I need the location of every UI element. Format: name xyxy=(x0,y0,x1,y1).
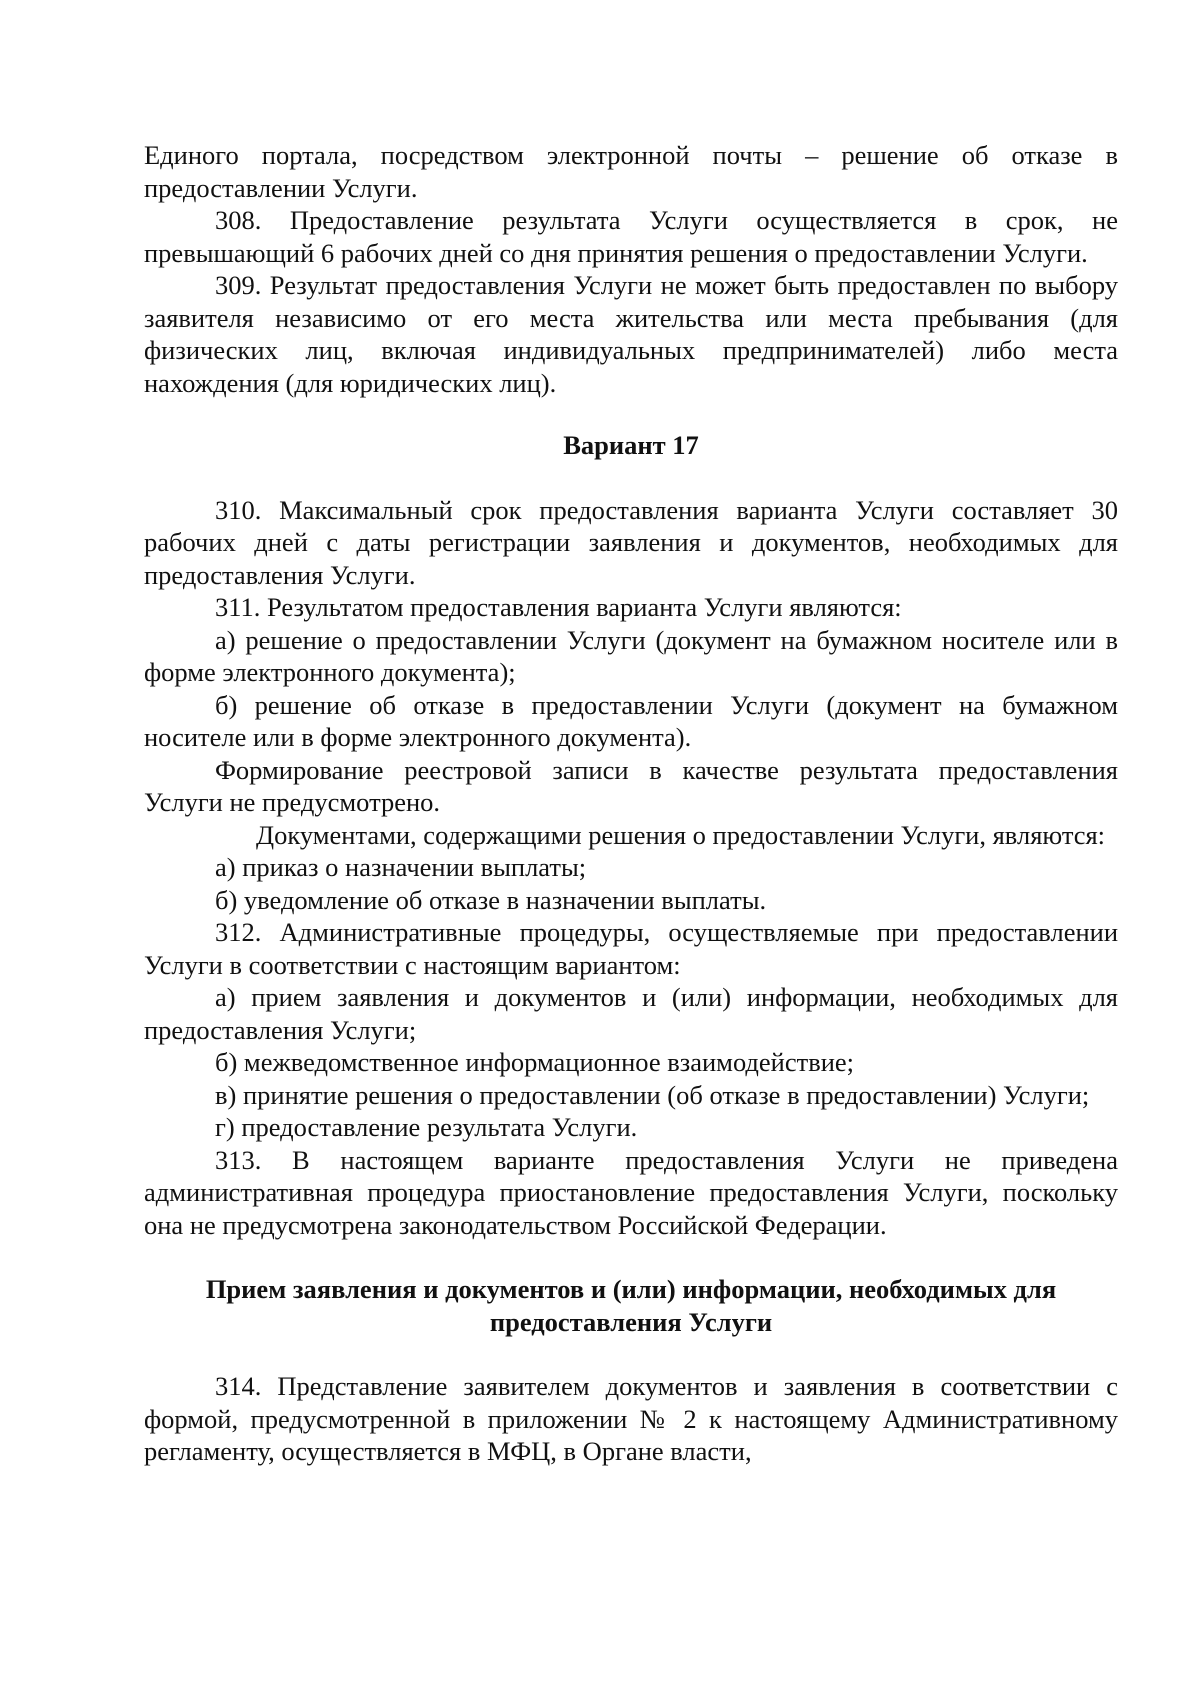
paragraph-311: 311. Результатом предоставления варианта Услуги являются: xyxy=(215,592,902,622)
paragraph-311-b: б) решение об отказе в предоставлении Услуги (документ на бумажном носителе или в форме электронного документа). xyxy=(144,689,1118,752)
paragraph-documents-a: а) приказ о назначении выплаты; xyxy=(215,852,587,882)
paragraph-312-b: б) межведомственное информационное взаимодействие; xyxy=(215,1047,855,1077)
paragraph-continuation: Единого портала, посредством электронной почты – решение об отказе в предоставлении Услуги. xyxy=(144,140,1118,203)
variant-heading: Вариант 17 xyxy=(563,430,699,460)
paragraph-312-d: г) предоставление результата Услуги. xyxy=(215,1112,638,1142)
section-heading: Прием заявления и документов и (или) информации, необходимых для предоставления Услуги xyxy=(205,1274,1057,1337)
paragraph-308: 308. Предоставление результата Услуги осуществляется в срок, не превышающий 6 рабочих дней со дня принятия решения о предоставлении Услуги. xyxy=(144,205,1118,268)
paragraph-312-c: в) принятие решения о предоставлении (об отказе в предоставлении) Услуги; xyxy=(215,1079,1090,1110)
paragraph-documents: Документами, содержащими решения о предоставлении Услуги, являются: xyxy=(256,819,1106,850)
paragraph-documents-b: б) уведомление об отказе в назначении выплаты. xyxy=(215,884,767,915)
paragraph-312-a: а) прием заявления и документов и (или) информации, необходимых для предоставления Услуги; xyxy=(144,982,1118,1045)
paragraph-registry-record: Формирование реестровой записи в качестве результата предоставления Услуги не предусмотрено. xyxy=(144,754,1118,817)
document-page xyxy=(144,139,1118,1468)
paragraph-309: 309. Результат предоставления Услуги не может быть предоставлен по выбору заявителя независимо от его места жительства или места пребывания (для физических лиц, включая индивидуальных предпринимателей) либо места нахождения (для юридических лиц). xyxy=(144,270,1118,398)
paragraph-312: 312. Административные процедуры, осуществляемые при предоставлении Услуги в соответствии с настоящим вариантом: xyxy=(144,917,1118,980)
paragraph-313: 313. В настоящем варианте предоставления Услуги не приведена административная процедура приостановление предоставления Услуги, поскольку она не предусмотрена законодательством Российской Федерации. xyxy=(144,1144,1118,1240)
paragraph-311-a: а) решение о предоставлении Услуги (документ на бумажном носителе или в форме электронного документа); xyxy=(144,624,1118,687)
paragraph-314: 314. Представление заявителем документов и заявления в соответствии с формой, предусмотренной в приложении № 2 к настоящему Административному регламенту, осуществляется в МФЦ, в Органе власти, xyxy=(144,1371,1118,1466)
paragraph-310: 310. Максимальный срок предоставления варианта Услуги составляет 30 рабочих дней с даты регистрации заявления и документов, необходимых для предоставления Услуги. xyxy=(144,494,1118,590)
